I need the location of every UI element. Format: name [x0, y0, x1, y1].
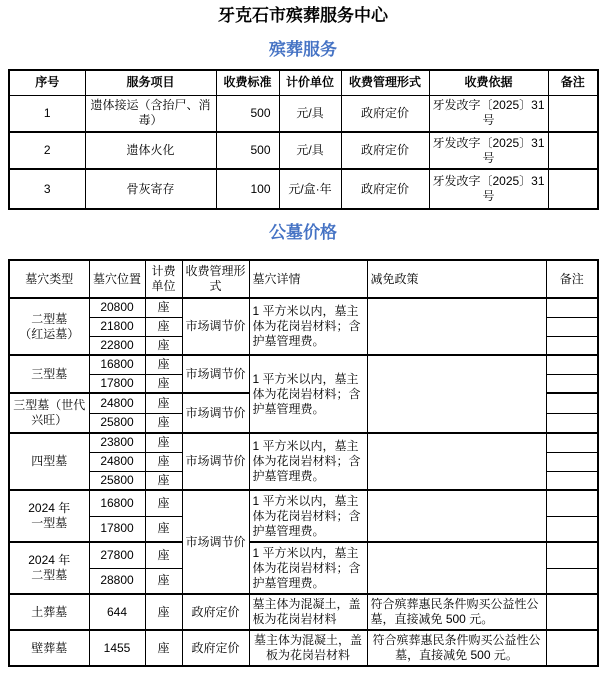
position-price-cell: 28800 — [89, 568, 145, 594]
cemetery-row — [9, 542, 598, 568]
note-cell — [546, 355, 598, 374]
note-cell — [548, 132, 598, 169]
policy-cell — [367, 542, 546, 594]
unit-cell: 座 — [145, 433, 182, 452]
col-header-note: 备注 — [548, 70, 598, 95]
detail-cell: 墓主体为混凝土，盖板为花岗岩材料 — [249, 594, 367, 630]
note-cell — [546, 471, 598, 490]
mgmt-cell: 市场调节价 — [182, 298, 249, 355]
funeral-table-row — [9, 95, 598, 132]
position-price-cell: 644 — [89, 594, 145, 630]
section-title-cemetery-prices: 公墓价格 — [269, 223, 337, 242]
seq-cell: 1 — [9, 95, 85, 132]
detail-cell: 1 平方米以内，墓主体为花岗岩材料；含护墓管理费。 — [249, 355, 367, 433]
mgmt-cell: 市场调节价 — [182, 433, 249, 490]
mgmt-cell: 市场调节价 — [182, 393, 249, 433]
grave-type-cell: 壁葬墓 — [9, 630, 89, 666]
col-header-note: 备注 — [546, 260, 598, 298]
unit-cell: 座 — [145, 336, 182, 355]
grave-type-cell: 四型墓 — [9, 433, 89, 490]
price-cell: 500 — [216, 95, 279, 132]
unit-cell: 座 — [145, 516, 182, 542]
price-cell: 500 — [216, 132, 279, 169]
position-price-cell: 20800 — [89, 298, 145, 317]
position-price-cell: 17800 — [89, 374, 145, 393]
cemetery-row — [9, 630, 598, 666]
note-cell — [548, 169, 598, 209]
note-cell — [546, 413, 598, 433]
cemetery-row — [9, 433, 598, 452]
note-cell — [546, 393, 598, 413]
note-cell — [546, 594, 598, 630]
cemetery-row — [9, 355, 598, 374]
position-price-cell: 25800 — [89, 471, 145, 490]
cemetery-table-header-row — [9, 260, 598, 298]
mgmt-cell: 市场调节价 — [182, 490, 249, 594]
position-price-cell: 21800 — [89, 317, 145, 336]
funeral-table-row — [9, 169, 598, 209]
grave-type-cell: 三型墓 — [9, 355, 89, 393]
note-cell — [546, 336, 598, 355]
position-price-cell: 24800 — [89, 393, 145, 413]
funeral-services-table — [8, 69, 599, 210]
unit-cell: 座 — [145, 630, 182, 666]
mgmt-cell: 政府定价 — [341, 95, 429, 132]
grave-type-cell: 三型墓（世代 兴旺） — [9, 393, 89, 433]
unit-cell: 座 — [145, 568, 182, 594]
unit-cell: 座 — [145, 374, 182, 393]
unit-cell: 座 — [145, 452, 182, 471]
policy-cell — [367, 298, 546, 355]
col-header-grave-type: 墓穴类型 — [9, 260, 89, 298]
policy-cell — [367, 433, 546, 490]
note-cell — [546, 374, 598, 393]
note-cell — [546, 490, 598, 516]
col-header-reduction-policy: 减免政策 — [367, 260, 546, 298]
col-header-grave-detail: 墓穴详情 — [249, 260, 367, 298]
grave-type-cell: 2024 年 一型墓 — [9, 490, 89, 542]
detail-cell: 墓主体为混凝土，盖板为花岗岩材料 — [249, 630, 367, 666]
detail-cell: 1 平方米以内，墓主体为花岗岩材料；含护墓管理费。 — [249, 298, 367, 355]
note-cell — [546, 452, 598, 471]
page-title: 牙克石市殡葬服务中心 — [218, 6, 388, 25]
unit-cell: 座 — [145, 413, 182, 433]
col-header-billing-unit: 计费单位 — [145, 260, 182, 298]
mgmt-cell: 政府定价 — [341, 132, 429, 169]
unit-cell: 座 — [145, 542, 182, 568]
service-item-cell: 骨灰寄存 — [85, 169, 216, 209]
note-cell — [546, 298, 598, 317]
funeral-table-header-row — [9, 70, 598, 95]
note-cell — [546, 516, 598, 542]
col-header-mgmt: 收费管理形式 — [341, 70, 429, 95]
col-header-unit: 计价单位 — [279, 70, 341, 95]
position-price-cell: 17800 — [89, 516, 145, 542]
position-price-cell: 25800 — [89, 413, 145, 433]
col-header-price: 收费标准 — [216, 70, 279, 95]
cemetery-row — [9, 594, 598, 630]
position-price-cell: 27800 — [89, 542, 145, 568]
detail-cell: 1 平方米以内，墓主体为花岗岩材料；含护墓管理费。 — [249, 433, 367, 490]
col-header-seq: 序号 — [9, 70, 85, 95]
policy-cell — [367, 355, 546, 433]
note-cell — [546, 433, 598, 452]
mgmt-cell: 政府定价 — [182, 594, 249, 630]
basis-cell: 牙发改字〔2025〕31号 — [429, 95, 548, 132]
grave-type-cell: 土葬墓 — [9, 594, 89, 630]
grave-type-cell: 2024 年 二型墓 — [9, 542, 89, 594]
cemetery-row — [9, 298, 598, 317]
unit-cell: 座 — [145, 393, 182, 413]
unit-cell: 座 — [145, 471, 182, 490]
note-cell — [546, 568, 598, 594]
detail-cell: 1 平方米以内，墓主体为花岗岩材料；含护墓管理费。 — [249, 542, 367, 594]
col-header-grave-position: 墓穴位置 — [89, 260, 145, 298]
position-price-cell: 1455 — [89, 630, 145, 666]
position-price-cell: 16800 — [89, 355, 145, 374]
mgmt-cell: 政府定价 — [182, 630, 249, 666]
funeral-table-row — [9, 132, 598, 169]
unit-cell: 座 — [145, 355, 182, 374]
unit-cell: 元/盒·年 — [279, 169, 341, 209]
seq-cell: 3 — [9, 169, 85, 209]
unit-cell: 座 — [145, 317, 182, 336]
price-cell: 100 — [216, 169, 279, 209]
service-item-cell: 遗体接运（含抬尸、消毒） — [85, 95, 216, 132]
position-price-cell: 16800 — [89, 490, 145, 516]
mgmt-cell: 市场调节价 — [182, 355, 249, 393]
note-cell — [546, 317, 598, 336]
detail-cell: 1 平方米以内，墓主体为花岗岩材料；含护墓管理费。 — [249, 490, 367, 542]
note-cell — [546, 542, 598, 568]
unit-cell: 座 — [145, 298, 182, 317]
cemetery-prices-table — [8, 259, 599, 667]
unit-cell: 座 — [145, 594, 182, 630]
position-price-cell: 22800 — [89, 336, 145, 355]
cemetery-row — [9, 490, 598, 516]
section-title-funeral-services: 殡葬服务 — [269, 40, 337, 59]
col-header-basis: 收费依据 — [429, 70, 548, 95]
document — [0, 5, 606, 667]
unit-cell: 元/具 — [279, 132, 341, 169]
basis-cell: 牙发改字〔2025〕31号 — [429, 132, 548, 169]
service-item-cell: 遗体火化 — [85, 132, 216, 169]
position-price-cell: 24800 — [89, 452, 145, 471]
position-price-cell: 23800 — [89, 433, 145, 452]
note-cell — [546, 630, 598, 666]
col-header-service-item: 服务项目 — [85, 70, 216, 95]
grave-type-cell: 二型墓 （红运墓） — [9, 298, 89, 355]
policy-cell: 符合殡葬惠民条件购买公益性公墓，直接减免 500 元。 — [367, 630, 546, 666]
policy-cell — [367, 490, 546, 542]
seq-cell: 2 — [9, 132, 85, 169]
mgmt-cell: 政府定价 — [341, 169, 429, 209]
policy-cell: 符合殡葬惠民条件购买公益性公墓，直接减免 500 元。 — [367, 594, 546, 630]
unit-cell: 座 — [145, 490, 182, 516]
note-cell — [548, 95, 598, 132]
basis-cell: 牙发改字〔2025〕31号 — [429, 169, 548, 209]
col-header-mgmt: 收费管理形式 — [182, 260, 249, 298]
unit-cell: 元/具 — [279, 95, 341, 132]
